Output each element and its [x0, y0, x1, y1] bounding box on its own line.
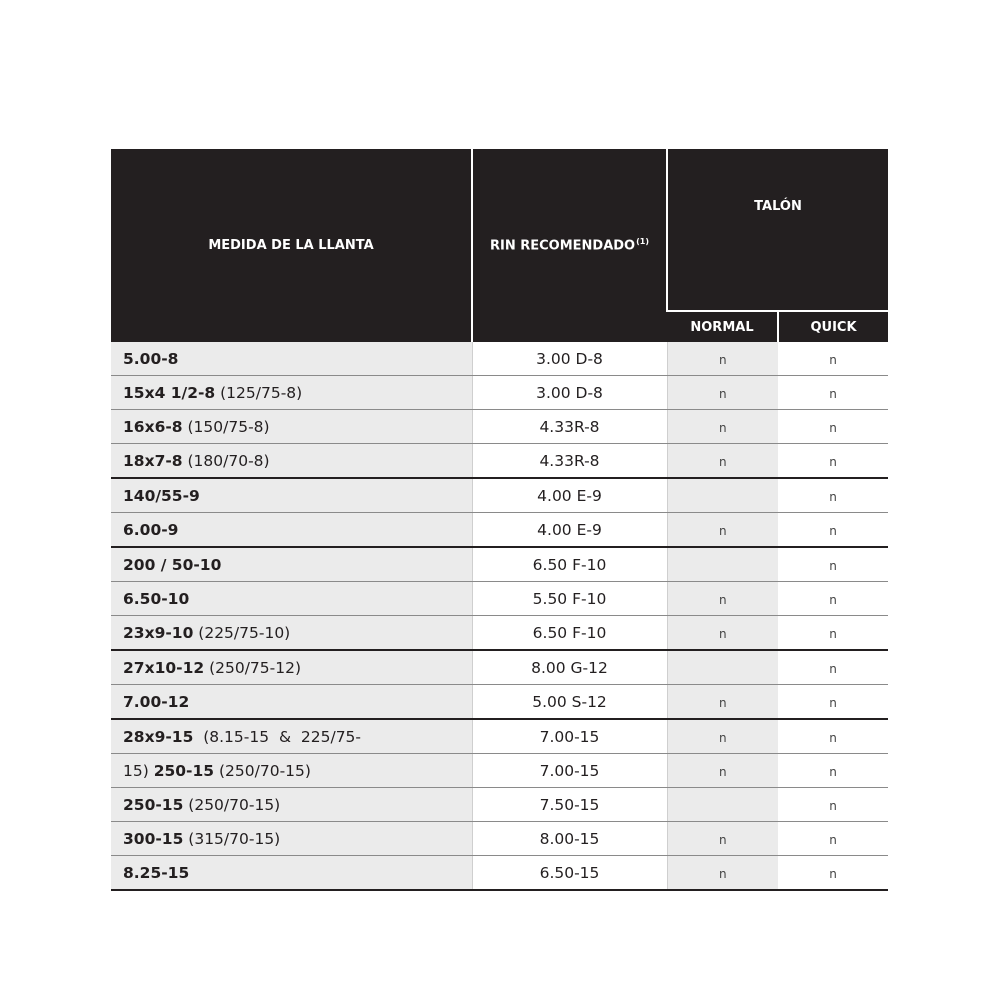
normal-mark — [667, 444, 778, 479]
header-tire-size: MEDIDA DE LA LLANTA — [111, 149, 472, 342]
check-mark-icon: n — [718, 626, 727, 641]
header-normal: NORMAL — [667, 311, 778, 342]
tire-size-cell — [111, 650, 472, 685]
table-row — [111, 719, 888, 754]
tire-size: 8.25-15 — [123, 863, 190, 882]
normal-mark — [667, 822, 778, 856]
quick-mark — [778, 788, 888, 822]
check-mark-icon: n — [829, 661, 837, 676]
tire-size-alt: (250/70-15) — [183, 795, 281, 814]
tire-size: 28x9-15 — [123, 727, 194, 746]
normal-mark — [667, 547, 778, 582]
tire-size-alt: (180/70-8) — [182, 451, 270, 470]
table-row — [111, 376, 888, 410]
quick-mark — [778, 547, 888, 582]
table-row — [111, 856, 888, 891]
table-row — [111, 410, 888, 444]
tire-size-alt: (250/70-15) — [214, 761, 311, 780]
tire-size-cell — [111, 342, 472, 376]
tire-size-cell — [111, 376, 472, 410]
tire-size: 23x9-10 — [123, 623, 194, 642]
tire-size-alt: (225/75-10) — [193, 623, 291, 642]
tire-size-alt: (315/70-15) — [183, 829, 281, 848]
check-mark-icon: n — [829, 386, 837, 401]
normal-mark — [667, 513, 778, 548]
normal-mark — [667, 376, 778, 410]
normal-mark — [667, 788, 778, 822]
tire-size-alt: (8.15-15 & 225/75- — [193, 727, 362, 746]
tire-size-cell — [111, 513, 472, 548]
tire-size-alt: (250/75-12) — [204, 658, 302, 677]
rim-cell: 4.33R-8 — [472, 410, 667, 444]
tire-size: 15x4 1/2-8 — [123, 383, 216, 402]
normal-mark — [667, 856, 778, 891]
header-rim-label: RIN RECOMENDADO — [489, 238, 636, 254]
check-mark-icon: n — [718, 386, 727, 401]
tire-size: 200 / 50-10 — [123, 555, 222, 574]
tire-size: 300-15 — [123, 829, 184, 848]
check-mark-icon: n — [829, 523, 837, 538]
quick-mark — [778, 616, 888, 651]
normal-mark — [667, 616, 778, 651]
check-mark-icon: n — [718, 454, 727, 469]
check-mark-icon: n — [829, 866, 837, 881]
check-mark-icon: n — [829, 764, 837, 779]
normal-mark — [667, 478, 778, 513]
tire-size-table — [111, 149, 888, 891]
table-row — [111, 754, 888, 788]
check-mark-icon: n — [829, 695, 837, 710]
header-quick: QUICK — [778, 311, 888, 342]
normal-mark — [667, 650, 778, 685]
check-mark-icon: n — [718, 352, 727, 367]
check-mark-icon: n — [718, 866, 727, 881]
normal-mark — [667, 685, 778, 720]
quick-mark — [778, 513, 888, 548]
quick-mark — [778, 685, 888, 720]
rim-cell: 8.00 G-12 — [472, 650, 667, 685]
tire-size-cell — [111, 410, 472, 444]
quick-mark — [778, 478, 888, 513]
check-mark-icon: n — [829, 454, 837, 469]
table-row — [111, 822, 888, 856]
check-mark-icon: n — [829, 558, 837, 573]
quick-mark — [778, 342, 888, 376]
table-row — [111, 444, 888, 479]
rim-cell: 3.00 D-8 — [472, 376, 667, 410]
tire-size: 6.00-9 — [123, 520, 179, 539]
tire-size: 18x7-8 — [123, 451, 183, 470]
tire-size-cell — [111, 444, 472, 479]
tire-size-cell — [111, 685, 472, 720]
tire-size: 250-15 — [123, 795, 184, 814]
rim-cell: 8.00-15 — [472, 822, 667, 856]
tire-size-cell — [111, 822, 472, 856]
table-row — [111, 547, 888, 582]
header-recommended-rim — [472, 149, 667, 342]
rim-cell: 5.00 S-12 — [472, 685, 667, 720]
tire-size-cell — [111, 754, 472, 788]
rim-cell: 4.33R-8 — [472, 444, 667, 479]
rim-cell: 3.00 D-8 — [472, 342, 667, 376]
tire-size-cell — [111, 478, 472, 513]
rim-cell: 6.50-15 — [472, 856, 667, 891]
quick-mark — [778, 650, 888, 685]
footnote-marker: (1) — [636, 237, 650, 247]
quick-mark — [778, 410, 888, 444]
tire-size: 5.00-8 — [123, 349, 179, 368]
tire-size-alt: (150/75-8) — [182, 417, 270, 436]
rim-cell: 7.50-15 — [472, 788, 667, 822]
rim-cell: 7.00-15 — [472, 754, 667, 788]
quick-mark — [778, 822, 888, 856]
check-mark-icon: n — [829, 832, 837, 847]
table-row — [111, 342, 888, 376]
check-mark-icon: n — [718, 420, 727, 435]
tire-size-cell — [111, 856, 472, 891]
table-row — [111, 788, 888, 822]
tire-size: 6.50-10 — [123, 589, 190, 608]
tire-size: 27x10-12 — [123, 658, 205, 677]
tire-size: 16x6-8 — [123, 417, 183, 436]
check-mark-icon: n — [829, 798, 837, 813]
tire-size-cell — [111, 719, 472, 754]
check-mark-icon: n — [718, 832, 727, 847]
check-mark-icon: n — [718, 523, 727, 538]
check-mark-icon: n — [718, 592, 727, 607]
table-row — [111, 650, 888, 685]
quick-mark — [778, 754, 888, 788]
check-mark-icon: n — [829, 626, 837, 641]
tire-size-cell — [111, 582, 472, 616]
check-mark-icon: n — [829, 730, 837, 745]
check-mark-icon: n — [829, 592, 837, 607]
table-row — [111, 685, 888, 720]
quick-mark — [778, 719, 888, 754]
rim-cell: 5.50 F-10 — [472, 582, 667, 616]
check-mark-icon: n — [718, 695, 727, 710]
rim-cell: 4.00 E-9 — [472, 513, 667, 548]
table-row — [111, 513, 888, 548]
table-row — [111, 616, 888, 651]
check-mark-icon: n — [829, 352, 837, 367]
check-mark-icon: n — [829, 420, 837, 435]
normal-mark — [667, 342, 778, 376]
quick-mark — [778, 856, 888, 891]
tire-size-alt: (125/75-8) — [215, 383, 303, 402]
tire-size: 140/55-9 — [123, 486, 200, 505]
header-talon: TALÓN — [667, 149, 888, 311]
table-row — [111, 582, 888, 616]
check-mark-icon: n — [718, 730, 727, 745]
rim-cell: 4.00 E-9 — [472, 478, 667, 513]
tire-size: 7.00-12 — [123, 692, 190, 711]
normal-mark — [667, 582, 778, 616]
rim-cell: 6.50 F-10 — [472, 547, 667, 582]
check-mark-icon: n — [829, 489, 837, 504]
tire-size-cell — [111, 616, 472, 651]
rim-cell: 6.50 F-10 — [472, 616, 667, 651]
quick-mark — [778, 444, 888, 479]
normal-mark — [667, 410, 778, 444]
normal-mark — [667, 719, 778, 754]
quick-mark — [778, 376, 888, 410]
check-mark-icon: n — [718, 764, 727, 779]
tire-size-cell — [111, 547, 472, 582]
tire-size-cell — [111, 788, 472, 822]
table-row — [111, 478, 888, 513]
tire-size-prefix: 15) — [123, 761, 154, 780]
rim-cell: 7.00-15 — [472, 719, 667, 754]
tire-size: 250-15 — [153, 761, 215, 780]
normal-mark — [667, 754, 778, 788]
quick-mark — [778, 582, 888, 616]
